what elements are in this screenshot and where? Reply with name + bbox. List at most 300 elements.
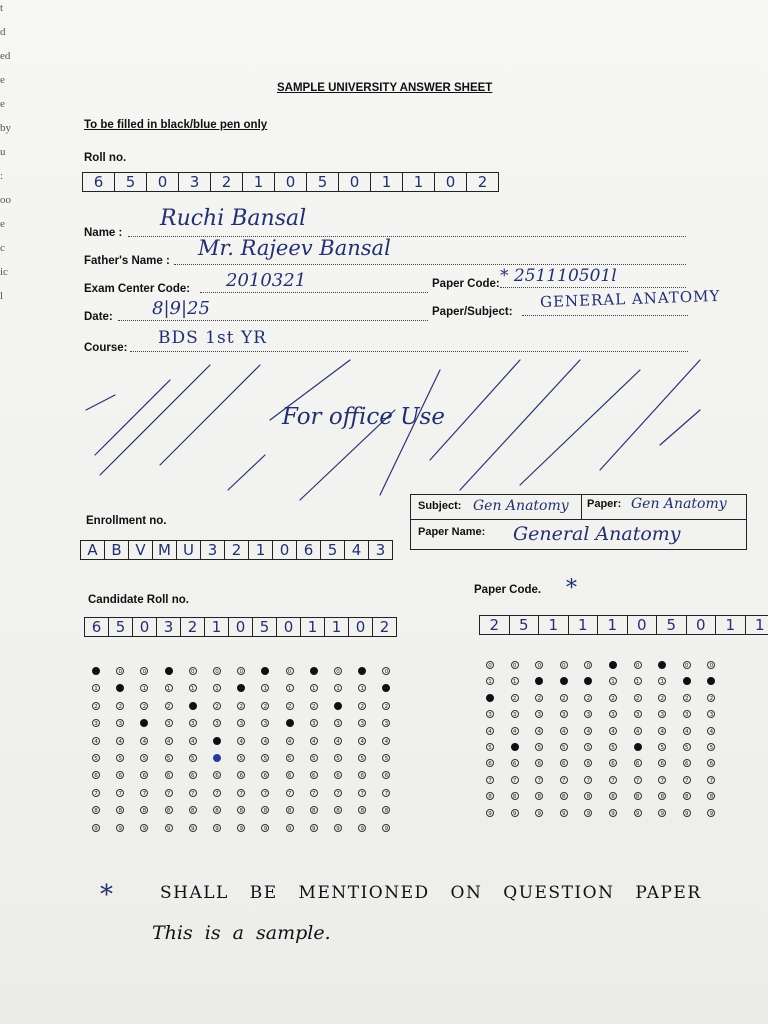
omr-bubble[interactable]: 6 (560, 759, 568, 767)
omr-bubble-marked[interactable]: 1 (237, 684, 245, 692)
omr-bubble[interactable]: 3 (334, 719, 342, 727)
omr-bubble[interactable]: 9 (189, 824, 197, 832)
omr-bubble-marked[interactable]: 5 (634, 743, 642, 751)
omr-bubble[interactable]: 3 (358, 719, 366, 727)
paper-subject-value[interactable]: GENERAL ANATOMY (539, 286, 721, 312)
omr-bubble[interactable]: 1 (92, 684, 100, 692)
paper-code-star: * (566, 576, 577, 601)
omr-bubble-marked[interactable]: 0 (658, 661, 666, 669)
omr-bubble[interactable]: 3 (707, 710, 715, 718)
omr-bubble[interactable]: 5 (286, 754, 294, 762)
omr-bubble[interactable]: 6 (310, 771, 318, 779)
omr-bubble[interactable]: 4 (140, 737, 148, 745)
subject-value[interactable]: Gen Anatomy (473, 498, 569, 514)
omr-bubble[interactable]: 6 (116, 771, 124, 779)
omr-bubble[interactable]: 4 (609, 727, 617, 735)
omr-bubble[interactable]: 5 (683, 743, 691, 751)
omr-bubble[interactable]: 0 (286, 667, 294, 675)
omr-bubble[interactable]: 0 (683, 661, 691, 669)
omr-bubble[interactable]: 6 (683, 759, 691, 767)
omr-bubble[interactable]: 8 (261, 806, 269, 814)
omr-bubble-marked[interactable]: 0 (92, 667, 100, 675)
omr-bubble[interactable]: 4 (658, 727, 666, 735)
omr-bubble-marked[interactable]: 3 (286, 719, 294, 727)
paper-value[interactable]: Gen Anatomy (631, 496, 727, 512)
char-box[interactable]: 1 (403, 173, 435, 191)
omr-bubble-marked[interactable]: 4 (213, 737, 221, 745)
omr-bubble[interactable]: 0 (511, 661, 519, 669)
char-box[interactable]: 0 (349, 618, 373, 636)
char-box[interactable]: 3 (157, 618, 181, 636)
char-box[interactable]: 1 (569, 616, 599, 634)
omr-bubble[interactable]: 3 (511, 710, 519, 718)
char-box[interactable]: 3 (375, 541, 386, 559)
omr-bubble[interactable]: 4 (92, 737, 100, 745)
omr-bubble[interactable]: 7 (140, 789, 148, 797)
omr-bubble[interactable]: 4 (165, 737, 173, 745)
omr-bubble[interactable]: 0 (584, 661, 592, 669)
omr-bubble[interactable]: 9 (486, 809, 494, 817)
omr-bubble[interactable]: 6 (511, 759, 519, 767)
omr-bubble[interactable]: 0 (334, 667, 342, 675)
omr-bubble-marked[interactable]: 1 (683, 677, 691, 685)
char-box[interactable]: B (105, 541, 129, 559)
omr-bubble[interactable]: 2 (261, 702, 269, 710)
omr-bubble[interactable]: 2 (165, 702, 173, 710)
omr-bubble[interactable]: 4 (189, 737, 197, 745)
omr-bubble-marked[interactable]: 3 (140, 719, 148, 727)
omr-bubble[interactable]: 0 (116, 667, 124, 675)
char-box[interactable]: 1 (243, 173, 275, 191)
char-box[interactable]: 2 (379, 618, 390, 636)
omr-bubble[interactable]: 2 (658, 694, 666, 702)
omr-bubble[interactable]: 3 (535, 710, 543, 718)
omr-bubble[interactable]: 7 (237, 789, 245, 797)
char-box[interactable]: 0 (273, 541, 297, 559)
omr-bubble[interactable]: 8 (310, 806, 318, 814)
omr-bubble[interactable]: 8 (486, 792, 494, 800)
omr-bubble[interactable]: 8 (560, 792, 568, 800)
omr-bubble[interactable]: 7 (707, 776, 715, 784)
char-box[interactable]: 2 (477, 173, 488, 191)
omr-bubble[interactable]: 8 (584, 792, 592, 800)
omr-bubble[interactable]: 9 (683, 809, 691, 817)
omr-bubble-marked[interactable]: 2 (334, 702, 342, 710)
omr-bubble[interactable]: 9 (358, 824, 366, 832)
omr-bubble[interactable]: 4 (560, 727, 568, 735)
omr-bubble[interactable]: 2 (560, 694, 568, 702)
omr-bubble[interactable]: 3 (683, 710, 691, 718)
char-box[interactable]: 0 (628, 616, 658, 634)
omr-bubble[interactable]: 4 (382, 737, 390, 745)
omr-bubble[interactable]: 2 (237, 702, 245, 710)
edge-fragment: ed (0, 50, 11, 62)
omr-bubble[interactable]: 5 (382, 754, 390, 762)
omr-bubble[interactable]: 5 (92, 754, 100, 762)
char-box[interactable]: 5 (321, 541, 345, 559)
omr-bubble[interactable]: 4 (116, 737, 124, 745)
omr-bubble[interactable]: 5 (609, 743, 617, 751)
omr-bubble[interactable]: 3 (634, 710, 642, 718)
char-box[interactable]: 5 (115, 173, 147, 191)
omr-bubble[interactable]: 2 (511, 694, 519, 702)
omr-bubble[interactable]: 1 (286, 684, 294, 692)
omr-bubble[interactable]: 5 (535, 743, 543, 751)
omr-bubble[interactable]: 6 (140, 771, 148, 779)
char-box[interactable]: 0 (687, 616, 717, 634)
omr-bubble[interactable]: 8 (189, 806, 197, 814)
date-value[interactable]: 8|9|25 (152, 298, 210, 319)
omr-bubble[interactable]: 9 (584, 809, 592, 817)
omr-bubble[interactable]: 8 (511, 792, 519, 800)
omr-bubble[interactable]: 9 (92, 824, 100, 832)
omr-bubble[interactable]: 7 (189, 789, 197, 797)
omr-bubble-marked[interactable]: 5 (213, 754, 221, 762)
omr-bubble-marked[interactable]: 2 (486, 694, 494, 702)
omr-bubble[interactable]: 1 (486, 677, 494, 685)
omr-bubble[interactable]: 9 (140, 824, 148, 832)
omr-bubble[interactable]: 0 (382, 667, 390, 675)
omr-bubble[interactable]: 4 (707, 727, 715, 735)
omr-bubble[interactable]: 9 (237, 824, 245, 832)
omr-bubble[interactable]: 1 (140, 684, 148, 692)
omr-bubble[interactable]: 7 (310, 789, 318, 797)
omr-bubble[interactable]: 5 (189, 754, 197, 762)
omr-bubble[interactable]: 4 (634, 727, 642, 735)
paper-name-label: Paper Name: (418, 526, 486, 538)
omr-bubble[interactable]: 4 (683, 727, 691, 735)
omr-bubble[interactable]: 6 (584, 759, 592, 767)
omr-bubble[interactable]: 3 (213, 719, 221, 727)
omr-bubble[interactable]: 9 (213, 824, 221, 832)
omr-bubble[interactable]: 8 (358, 806, 366, 814)
char-box[interactable]: 0 (435, 173, 467, 191)
omr-bubble[interactable]: 0 (535, 661, 543, 669)
omr-bubble-marked[interactable]: 1 (584, 677, 592, 685)
omr-bubble[interactable]: 9 (165, 824, 173, 832)
omr-bubble[interactable]: 3 (92, 719, 100, 727)
candidate-roll-boxes[interactable] (84, 617, 397, 637)
omr-bubble[interactable]: 0 (634, 661, 642, 669)
omr-bubble[interactable]: 7 (634, 776, 642, 784)
omr-bubble[interactable]: 2 (140, 702, 148, 710)
omr-bubble[interactable]: 2 (683, 694, 691, 702)
omr-bubble[interactable]: 7 (334, 789, 342, 797)
omr-bubble[interactable]: 3 (382, 719, 390, 727)
omr-bubble[interactable]: 7 (382, 789, 390, 797)
exam-center-value[interactable]: 2010321 (226, 270, 307, 291)
omr-bubble[interactable]: 7 (486, 776, 494, 784)
omr-bubble[interactable]: 9 (261, 824, 269, 832)
omr-bubble[interactable]: 7 (116, 789, 124, 797)
omr-bubble[interactable]: 6 (237, 771, 245, 779)
omr-bubble[interactable]: 7 (286, 789, 294, 797)
omr-bubble[interactable]: 9 (511, 809, 519, 817)
omr-bubble[interactable]: 0 (560, 661, 568, 669)
omr-bubble[interactable]: 8 (634, 792, 642, 800)
father-name-value[interactable]: Mr. Rajeev Bansal (198, 236, 391, 260)
char-box[interactable]: V (129, 541, 153, 559)
char-box[interactable]: 4 (345, 541, 369, 559)
omr-bubble[interactable]: 6 (382, 771, 390, 779)
course-value[interactable]: BDS 1st YR (158, 328, 267, 348)
omr-bubble[interactable]: 2 (358, 702, 366, 710)
omr-bubble[interactable]: 8 (237, 806, 245, 814)
enrollment-boxes[interactable] (80, 540, 393, 560)
omr-bubble[interactable]: 9 (116, 824, 124, 832)
omr-bubble[interactable]: 8 (286, 806, 294, 814)
char-box[interactable]: 5 (657, 616, 687, 634)
char-box[interactable]: 5 (253, 618, 277, 636)
char-box[interactable]: 0 (147, 173, 179, 191)
char-box[interactable]: 1 (539, 616, 569, 634)
omr-bubble[interactable]: 6 (707, 759, 715, 767)
omr-bubble[interactable]: 4 (310, 737, 318, 745)
omr-bubble[interactable]: 8 (658, 792, 666, 800)
omr-bubble[interactable]: 1 (261, 684, 269, 692)
char-box[interactable]: 0 (133, 618, 157, 636)
omr-bubble[interactable]: 3 (486, 710, 494, 718)
char-box[interactable]: 0 (229, 618, 253, 636)
omr-bubble[interactable]: 3 (165, 719, 173, 727)
omr-bubble[interactable]: 1 (609, 677, 617, 685)
omr-bubble[interactable]: 9 (310, 824, 318, 832)
omr-bubble[interactable]: 5 (358, 754, 366, 762)
char-box[interactable]: 5 (510, 616, 540, 634)
roll-no-label: Roll no. (84, 152, 127, 164)
office-box-divider (411, 519, 746, 520)
omr-bubble[interactable]: 7 (92, 789, 100, 797)
omr-bubble[interactable]: 8 (334, 806, 342, 814)
char-box[interactable]: 1 (205, 618, 229, 636)
char-box[interactable]: M (153, 541, 177, 559)
omr-bubble[interactable]: 6 (165, 771, 173, 779)
omr-bubble[interactable]: 0 (237, 667, 245, 675)
omr-bubble[interactable]: 4 (334, 737, 342, 745)
omr-bubble-marked[interactable]: 1 (707, 677, 715, 685)
char-box[interactable]: 6 (297, 541, 321, 559)
omr-bubble[interactable]: 3 (116, 719, 124, 727)
char-box[interactable]: 1 (716, 616, 746, 634)
omr-bubble-marked[interactable]: 0 (165, 667, 173, 675)
char-box[interactable]: 2 (480, 616, 510, 634)
omr-bubble[interactable]: 8 (92, 806, 100, 814)
omr-bubble[interactable]: 6 (92, 771, 100, 779)
omr-bubble-marked[interactable]: 0 (358, 667, 366, 675)
omr-bubble[interactable]: 1 (310, 684, 318, 692)
omr-bubble-marked[interactable]: 2 (189, 702, 197, 710)
omr-bubble[interactable]: 6 (286, 771, 294, 779)
omr-bubble[interactable]: 7 (165, 789, 173, 797)
omr-bubble[interactable]: 9 (382, 824, 390, 832)
omr-bubble[interactable]: 3 (237, 719, 245, 727)
omr-bubble[interactable]: 9 (286, 824, 294, 832)
omr-bubble[interactable]: 7 (658, 776, 666, 784)
omr-bubble[interactable]: 8 (382, 806, 390, 814)
omr-bubble[interactable]: 1 (511, 677, 519, 685)
char-box[interactable]: 6 (85, 618, 109, 636)
paper-name-value[interactable]: General Anatomy (513, 523, 681, 545)
omr-bubble[interactable]: 3 (189, 719, 197, 727)
char-box[interactable]: 0 (275, 173, 307, 191)
omr-bubble[interactable]: 0 (213, 667, 221, 675)
omr-bubble-marked[interactable]: 5 (511, 743, 519, 751)
omr-bubble[interactable]: 1 (165, 684, 173, 692)
omr-bubble[interactable]: 0 (707, 661, 715, 669)
omr-bubble[interactable]: 9 (609, 809, 617, 817)
omr-bubble[interactable]: 9 (634, 809, 642, 817)
char-box[interactable]: 1 (754, 616, 765, 634)
omr-bubble[interactable]: 7 (609, 776, 617, 784)
omr-bubble[interactable]: 6 (261, 771, 269, 779)
omr-bubble[interactable]: 6 (634, 759, 642, 767)
omr-bubble[interactable]: 5 (261, 754, 269, 762)
char-box[interactable]: 1 (301, 618, 325, 636)
omr-bubble[interactable]: 8 (683, 792, 691, 800)
omr-bubble[interactable]: 4 (535, 727, 543, 735)
omr-bubble[interactable]: 9 (535, 809, 543, 817)
omr-bubble[interactable]: 2 (310, 702, 318, 710)
omr-bubble[interactable]: 6 (658, 759, 666, 767)
omr-bubble[interactable]: 1 (658, 677, 666, 685)
omr-bubble[interactable]: 4 (358, 737, 366, 745)
char-box[interactable]: 3 (179, 173, 211, 191)
edge-fragment: ic (0, 266, 8, 278)
omr-bubble[interactable]: 1 (189, 684, 197, 692)
omr-bubble[interactable]: 6 (535, 759, 543, 767)
omr-bubble[interactable]: 2 (213, 702, 221, 710)
omr-bubble[interactable]: 8 (165, 806, 173, 814)
char-box[interactable]: A (81, 541, 105, 559)
char-box[interactable]: 1 (249, 541, 273, 559)
omr-bubble[interactable]: 9 (658, 809, 666, 817)
omr-bubble[interactable]: 2 (535, 694, 543, 702)
omr-bubble[interactable]: 3 (658, 710, 666, 718)
omr-bubble-marked[interactable]: 0 (261, 667, 269, 675)
omr-bubble[interactable]: 1 (358, 684, 366, 692)
char-box[interactable]: 2 (225, 541, 249, 559)
char-box[interactable]: U (177, 541, 201, 559)
omr-bubble[interactable]: 2 (286, 702, 294, 710)
omr-bubble[interactable]: 5 (310, 754, 318, 762)
omr-bubble[interactable]: 0 (486, 661, 494, 669)
char-box[interactable]: 6 (83, 173, 115, 191)
omr-bubble[interactable]: 2 (92, 702, 100, 710)
omr-bubble[interactable]: 8 (707, 792, 715, 800)
omr-bubble[interactable]: 4 (511, 727, 519, 735)
omr-bubble[interactable]: 9 (334, 824, 342, 832)
omr-bubble[interactable]: 8 (140, 806, 148, 814)
omr-bubble[interactable]: 8 (116, 806, 124, 814)
omr-bubble[interactable]: 8 (213, 806, 221, 814)
paper-label: Paper: (587, 498, 622, 510)
omr-bubble[interactable]: 7 (358, 789, 366, 797)
omr-bubble[interactable]: 4 (261, 737, 269, 745)
name-value[interactable]: Ruchi Bansal (160, 206, 307, 231)
char-box[interactable]: 1 (371, 173, 403, 191)
omr-bubble[interactable]: 4 (286, 737, 294, 745)
omr-bubble[interactable]: 1 (213, 684, 221, 692)
char-box[interactable]: 2 (181, 618, 205, 636)
omr-bubble[interactable]: 5 (237, 754, 245, 762)
omr-bubble[interactable]: 4 (584, 727, 592, 735)
omr-bubble[interactable]: 1 (334, 684, 342, 692)
omr-bubble[interactable]: 0 (189, 667, 197, 675)
omr-bubble[interactable]: 7 (261, 789, 269, 797)
omr-bubble-marked[interactable]: 1 (535, 677, 543, 685)
omr-bubble[interactable]: 1 (634, 677, 642, 685)
omr-bubble[interactable]: 2 (584, 694, 592, 702)
char-box[interactable]: 5 (307, 173, 339, 191)
omr-bubble[interactable]: 4 (486, 727, 494, 735)
omr-bubble-marked[interactable]: 1 (116, 684, 124, 692)
omr-bubble[interactable]: 7 (584, 776, 592, 784)
omr-bubble[interactable]: 5 (486, 743, 494, 751)
omr-bubble[interactable]: 9 (560, 809, 568, 817)
omr-bubble-marked[interactable]: 1 (382, 684, 390, 692)
omr-bubble[interactable]: 0 (140, 667, 148, 675)
omr-bubble[interactable]: 2 (382, 702, 390, 710)
omr-bubble[interactable]: 4 (237, 737, 245, 745)
omr-bubble[interactable]: 5 (707, 743, 715, 751)
omr-bubble-marked[interactable]: 0 (609, 661, 617, 669)
paper-code-boxes[interactable] (479, 615, 768, 635)
omr-bubble[interactable]: 6 (334, 771, 342, 779)
omr-bubble[interactable]: 5 (560, 743, 568, 751)
exam-center-label: Exam Center Code: (84, 283, 191, 295)
omr-bubble[interactable]: 3 (261, 719, 269, 727)
omr-bubble[interactable]: 5 (334, 754, 342, 762)
char-box[interactable]: 3 (201, 541, 225, 559)
omr-bubble[interactable]: 3 (609, 710, 617, 718)
omr-bubble[interactable]: 5 (140, 754, 148, 762)
omr-bubble[interactable]: 3 (310, 719, 318, 727)
omr-bubble[interactable]: 8 (535, 792, 543, 800)
omr-bubble[interactable]: 7 (511, 776, 519, 784)
char-box[interactable]: 1 (598, 616, 628, 634)
omr-bubble[interactable]: 7 (683, 776, 691, 784)
omr-bubble[interactable]: 7 (213, 789, 221, 797)
omr-bubble[interactable]: 2 (707, 694, 715, 702)
omr-bubble[interactable]: 6 (358, 771, 366, 779)
omr-bubble[interactable]: 2 (634, 694, 642, 702)
omr-bubble[interactable]: 2 (116, 702, 124, 710)
char-box[interactable]: 1 (325, 618, 349, 636)
omr-bubble[interactable]: 6 (213, 771, 221, 779)
omr-bubble[interactable]: 5 (658, 743, 666, 751)
omr-bubble[interactable]: 6 (609, 759, 617, 767)
omr-bubble[interactable]: 6 (486, 759, 494, 767)
omr-bubble[interactable]: 5 (116, 754, 124, 762)
omr-bubble[interactable]: 9 (707, 809, 715, 817)
omr-bubble[interactable]: 7 (535, 776, 543, 784)
omr-bubble-marked[interactable]: 1 (560, 677, 568, 685)
char-box[interactable]: 0 (277, 618, 301, 636)
char-box[interactable]: 5 (109, 618, 133, 636)
omr-bubble[interactable]: 5 (165, 754, 173, 762)
char-box[interactable]: 2 (211, 173, 243, 191)
omr-bubble[interactable]: 2 (609, 694, 617, 702)
omr-bubble-marked[interactable]: 0 (310, 667, 318, 675)
omr-bubble[interactable]: 7 (560, 776, 568, 784)
paper-code-value[interactable]: * 251110501l (500, 266, 617, 286)
omr-bubble[interactable]: 3 (560, 710, 568, 718)
omr-bubble[interactable]: 5 (584, 743, 592, 751)
omr-bubble[interactable]: 8 (609, 792, 617, 800)
omr-bubble[interactable]: 6 (189, 771, 197, 779)
char-box[interactable]: 0 (339, 173, 371, 191)
omr-bubble[interactable]: 3 (584, 710, 592, 718)
